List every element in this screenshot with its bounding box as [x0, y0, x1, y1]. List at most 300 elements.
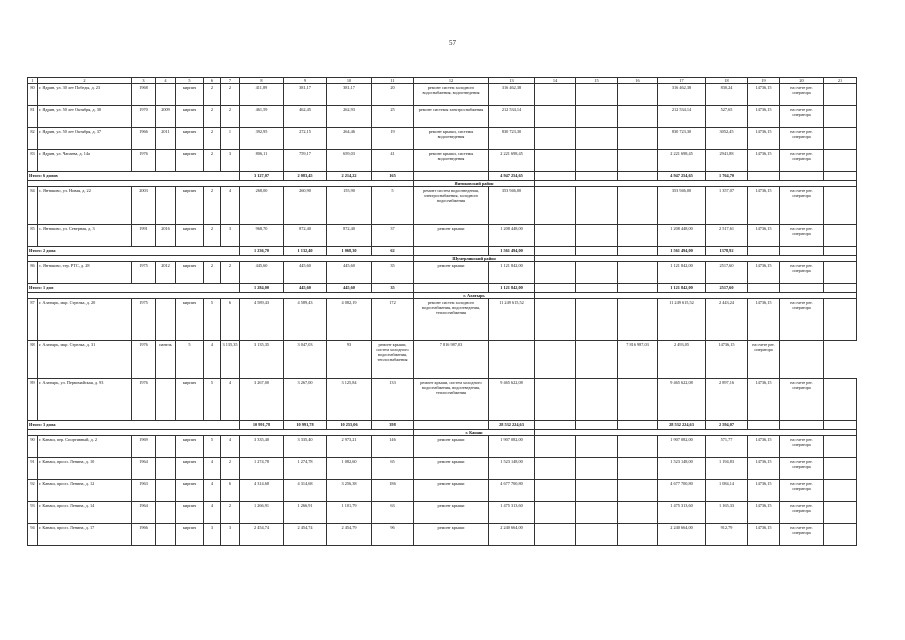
table-cell — [535, 379, 576, 421]
table-cell — [156, 480, 176, 502]
table-cell — [576, 524, 618, 546]
subtotal-cell: 1 121 842,00 — [489, 284, 535, 293]
table-cell: 2009 — [156, 106, 176, 128]
subtotal-cell: 1 284,00 — [240, 284, 284, 293]
table-cell — [824, 187, 857, 225]
table-cell: 3 335,40 — [284, 436, 327, 458]
table-cell: на счете рег. оператора — [780, 106, 824, 128]
subtotal-label: Итого: 2 дома — [28, 247, 240, 256]
table-cell: 2 — [204, 150, 221, 172]
table-cell — [576, 299, 618, 341]
table-cell: 3 135,35 — [221, 341, 240, 379]
table-cell: панель — [156, 341, 176, 379]
table-cell: кирпич — [176, 502, 204, 524]
table-cell: 4 589,43 — [240, 299, 284, 341]
subtotal-cell: 1 121 842,00 — [658, 284, 706, 293]
table-cell: 1991 — [132, 225, 156, 247]
table-cell — [618, 150, 658, 172]
empty-cell — [824, 247, 857, 256]
table-cell: 6 — [221, 299, 240, 341]
table-cell: 3 047,03 — [284, 341, 327, 379]
subtotal-row — [28, 172, 857, 181]
table-cell: 353 946,00 — [658, 187, 706, 225]
table-cell: 9 465 622,08 — [489, 379, 535, 421]
table-cell: 1970 — [132, 106, 156, 128]
table-cell: 264,46 — [327, 128, 372, 150]
table-cell: 3052,45 — [706, 128, 748, 150]
table-cell — [156, 458, 176, 480]
subtotal-cell — [535, 247, 576, 256]
table-cell: 2 454,74 — [284, 524, 327, 546]
table-cell: кирпич — [176, 524, 204, 546]
table-cell: 2 443,24 — [706, 299, 748, 341]
table-cell: 3 — [204, 524, 221, 546]
subtotal-label: Итого: 3 дома — [28, 421, 240, 430]
table-cell — [824, 299, 857, 341]
column-number: 1 — [28, 78, 38, 84]
table-cell: ремонт систем водоотведения, электроснабжения, холодного водоснабжения — [414, 187, 489, 225]
table-cell — [576, 502, 618, 524]
table-cell: с. Янтиково, ул. Северная, д. 3 — [38, 225, 132, 247]
table-cell: ремонт крыши, систем холодного водоснабжения, водоотведения, теплоснабжения — [414, 379, 489, 421]
table-cell: кирпич — [176, 106, 204, 128]
table-cell: 2 454,79 — [327, 524, 372, 546]
table-cell: г. Канаш, просп. Ленина, д. 10 — [38, 458, 132, 480]
table-cell: 1 165,33 — [706, 502, 748, 524]
table-cell: на счете рег. оператора — [748, 341, 780, 379]
table-cell: 14736,15 — [748, 379, 780, 421]
table-cell: 84 — [28, 187, 38, 225]
subtotal-cell: 1 132,40 — [284, 247, 327, 256]
table-cell — [156, 436, 176, 458]
table-cell: на счете рег. оператора — [780, 524, 824, 546]
subtotal-cell: 2 083,45 — [284, 172, 327, 181]
table-cell: 872,40 — [284, 225, 327, 247]
subtotal-cell — [576, 172, 618, 181]
table-cell: 2 897,16 — [706, 379, 748, 421]
table-cell: 2 — [204, 106, 221, 128]
table-cell: 1 266,91 — [240, 502, 284, 524]
table-cell: 11 249 615,52 — [489, 299, 535, 341]
table-cell — [618, 299, 658, 341]
table-cell: 2 — [204, 84, 221, 106]
table-cell: 2 — [204, 225, 221, 247]
subtotal-cell: 10 991,78 — [240, 421, 284, 430]
table-cell: 445,60 — [327, 262, 372, 284]
subtotal-row — [28, 421, 857, 430]
table-cell: 172 — [372, 299, 414, 341]
table-cell — [618, 502, 658, 524]
column-number: 10 — [327, 78, 372, 84]
table-cell: 4 677 700,80 — [658, 480, 706, 502]
table-cell: 1 121 842,00 — [489, 262, 535, 284]
table-cell: 87 — [28, 299, 38, 341]
subtotal-cell — [576, 284, 618, 293]
empty-cell — [780, 172, 824, 181]
table-cell: 20 — [372, 84, 414, 106]
table-cell — [824, 262, 857, 284]
table-cell: на счете рег. оператора — [780, 84, 824, 106]
table-cell: кирпич — [176, 379, 204, 421]
column-number: 19 — [748, 78, 780, 84]
empty-cell — [824, 421, 857, 430]
table-cell: 2 — [221, 262, 240, 284]
table-cell: 4 314,68 — [240, 480, 284, 502]
table-cell: на счете рег. оператора — [780, 187, 824, 225]
table-cell: 63 — [372, 502, 414, 524]
subtotal-cell: 1 561 494,00 — [489, 247, 535, 256]
table-cell — [156, 299, 176, 341]
table-cell: 65 — [372, 458, 414, 480]
table-cell — [824, 225, 857, 247]
column-number: 18 — [706, 78, 748, 84]
table-cell: 527,65 — [706, 106, 748, 128]
table-cell: г. Канаш, просп. Ленина, д. 17 — [38, 524, 132, 546]
table-cell — [618, 458, 658, 480]
table-cell — [824, 84, 857, 106]
table-cell: 81 — [28, 106, 38, 128]
table-cell: 7 816 987,03 — [618, 341, 658, 379]
table-cell — [535, 341, 576, 379]
table-cell: 5 — [176, 341, 204, 379]
table-cell: 381,17 — [284, 84, 327, 106]
subtotal-cell — [618, 247, 658, 256]
table-cell: 85 — [28, 225, 38, 247]
table-cell: 1 082,60 — [327, 458, 372, 480]
table-cell — [156, 379, 176, 421]
table-cell: 3 125,84 — [327, 379, 372, 421]
building-row — [28, 341, 857, 379]
table-cell: 1 274,78 — [240, 458, 284, 480]
table-cell: 41 — [372, 150, 414, 172]
table-cell: 14736,15 — [748, 458, 780, 480]
table-cell — [535, 524, 576, 546]
table-cell: 1 523 148,00 — [489, 458, 535, 480]
building-row — [28, 150, 857, 172]
subtotal-cell: 10 991,78 — [284, 421, 327, 430]
table-cell — [824, 436, 857, 458]
table-cell: 2 — [221, 106, 240, 128]
subtotal-cell: 2 594,07 — [706, 421, 748, 430]
table-cell: 392,95 — [240, 128, 284, 150]
building-row — [28, 299, 857, 341]
table-cell: 212 534,14 — [658, 106, 706, 128]
table-cell: кирпич — [176, 480, 204, 502]
empty-cell — [780, 284, 824, 293]
table-cell: 93 — [327, 341, 372, 379]
column-number: 3 — [132, 78, 156, 84]
table-cell: 2012 — [156, 262, 176, 284]
table-cell: 212 534,14 — [489, 106, 535, 128]
table-cell: 1 208 448,00 — [658, 225, 706, 247]
table-cell: 94 — [28, 524, 38, 546]
subtotal-cell — [414, 247, 489, 256]
table-cell — [576, 150, 618, 172]
table-cell — [576, 128, 618, 150]
table-cell — [576, 106, 618, 128]
table-cell — [780, 341, 824, 379]
table-cell: 2 240 664,00 — [489, 524, 535, 546]
table-cell: 3 256,38 — [327, 480, 372, 502]
table-cell: ремонт крыши — [414, 458, 489, 480]
subtotal-cell — [414, 421, 489, 430]
subtotal-cell: 445,60 — [284, 284, 327, 293]
table-cell: 2 — [221, 458, 240, 480]
table-cell: 2 — [204, 187, 221, 225]
column-number: 12 — [414, 78, 489, 84]
table-cell: 14736,15 — [748, 502, 780, 524]
table-cell: 3 267,00 — [240, 379, 284, 421]
subtotal-cell — [618, 421, 658, 430]
table-cell: 5 — [204, 299, 221, 341]
building-row — [28, 128, 857, 150]
table-cell — [535, 106, 576, 128]
table-cell: 83 — [28, 150, 38, 172]
subtotal-cell: 398 — [372, 421, 414, 430]
table-cell: 3 135,35 — [240, 341, 284, 379]
table-cell: кирпич — [176, 128, 204, 150]
table-cell: с. Янтиково, тер. РТС, д. 28 — [38, 262, 132, 284]
column-number: 4 — [156, 78, 176, 84]
table-cell: г. Ядрин, ул. 50 лет Октября, д. 30 — [38, 106, 132, 128]
table-cell: 759,17 — [284, 150, 327, 172]
building-row — [28, 225, 857, 247]
table-cell: 3 — [221, 524, 240, 546]
table-cell: 262,93 — [327, 106, 372, 128]
table-cell: 11 249 615,52 — [658, 299, 706, 341]
building-row — [28, 502, 857, 524]
subtotal-row — [28, 284, 857, 293]
column-number: 21 — [824, 78, 857, 84]
table-cell: 1 121 842,00 — [658, 262, 706, 284]
table-cell: 14736,15 — [748, 262, 780, 284]
table-cell: 2 973,21 — [327, 436, 372, 458]
subtotal-cell — [535, 284, 576, 293]
table-cell: 659,03 — [327, 150, 372, 172]
column-number: 17 — [658, 78, 706, 84]
table-cell: 968,70 — [240, 225, 284, 247]
table-cell: 90 — [28, 436, 38, 458]
table-cell: 4 — [204, 341, 221, 379]
building-row — [28, 106, 857, 128]
table-cell: 35 — [372, 262, 414, 284]
column-number: 15 — [576, 78, 618, 84]
table-cell: 260,90 — [284, 187, 327, 225]
table-cell: 186 — [372, 480, 414, 502]
table-cell: 14736,15 — [748, 128, 780, 150]
table-cell: 1 194,83 — [706, 458, 748, 480]
column-number: 14 — [535, 78, 576, 84]
table-cell: ремонт крыши, систем холодного водоснабжения, теплоснабжения — [372, 341, 414, 379]
table-cell: ремонт крыши, системы водоотведения — [414, 150, 489, 172]
table-cell — [535, 262, 576, 284]
table-cell: 86 — [28, 262, 38, 284]
table-cell: 2 — [221, 84, 240, 106]
district-heading: г. Канаш — [414, 430, 535, 436]
table-cell: 4 677 700,80 — [489, 480, 535, 502]
subtotal-cell: 4 947 254,65 — [489, 172, 535, 181]
table-cell: 4 — [204, 480, 221, 502]
table-cell: 14736,15 — [706, 341, 748, 379]
subtotal-cell: 28 532 224,63 — [489, 421, 535, 430]
table-cell: 1 084,14 — [706, 480, 748, 502]
table-cell: 445,60 — [240, 262, 284, 284]
table-cell: на счете рег. оператора — [780, 128, 824, 150]
table-cell: ремонт крыши — [414, 262, 489, 284]
table-cell: 82 — [28, 128, 38, 150]
table-cell: 4 314,68 — [284, 480, 327, 502]
table-cell: ремонт крыши — [414, 502, 489, 524]
table-cell: 1 101,79 — [327, 502, 372, 524]
table-cell: 2517,60 — [706, 262, 748, 284]
table-cell: 1976 — [132, 341, 156, 379]
subtotal-cell: 28 532 224,63 — [658, 421, 706, 430]
table-cell — [535, 436, 576, 458]
table-cell — [824, 150, 857, 172]
table-cell: на счете рег. оператора — [780, 299, 824, 341]
table-cell: 4 — [221, 187, 240, 225]
table-cell — [535, 128, 576, 150]
table-cell: 2 240 664,00 — [658, 524, 706, 546]
subtotal-cell — [576, 247, 618, 256]
table-cell: 806,11 — [240, 150, 284, 172]
table-cell: 2 493,05 — [658, 341, 706, 379]
subtotal-cell: 1 236,70 — [240, 247, 284, 256]
table-cell — [156, 84, 176, 106]
subtotal-label: Итого: 1 дом — [28, 284, 240, 293]
table-cell: 25 — [372, 106, 414, 128]
table-cell: 4 589,43 — [284, 299, 327, 341]
table-cell: 2011 — [156, 128, 176, 150]
table-cell: ремонт системы электроснабжения — [414, 106, 489, 128]
table-cell: ремонт крыши, системы водоотведения — [414, 128, 489, 150]
table-cell: г. Алатырь, мкр. Стрелка, д. 20 — [38, 299, 132, 341]
table-cell: 133 — [372, 379, 414, 421]
empty-cell — [780, 421, 824, 430]
table-cell: 80 — [28, 84, 38, 106]
table-cell: 830 723,30 — [489, 128, 535, 150]
table-cell — [535, 225, 576, 247]
table-cell — [824, 502, 857, 524]
table-cell — [824, 480, 857, 502]
table-cell: 1964 — [132, 458, 156, 480]
table-cell: 1 907 082,00 — [658, 436, 706, 458]
empty-cell — [748, 172, 780, 181]
column-number: 20 — [780, 78, 824, 84]
table-cell: ремонт крыши — [414, 436, 489, 458]
table-cell: кирпич — [176, 84, 204, 106]
table-cell: кирпич — [176, 262, 204, 284]
table-cell: 872,40 — [327, 225, 372, 247]
table-cell — [824, 128, 857, 150]
table-cell: 3 — [221, 150, 240, 172]
table-cell: 7 816 987,03 — [414, 341, 489, 379]
table-cell: 1976 — [132, 150, 156, 172]
subtotal-cell — [618, 172, 658, 181]
table-cell — [824, 458, 857, 480]
table-cell: 2941,88 — [706, 150, 748, 172]
subtotal-cell: 3 127,07 — [240, 172, 284, 181]
table-cell: 14736,15 — [748, 187, 780, 225]
subtotal-cell — [576, 421, 618, 430]
subtotal-cell: 2 214,22 — [327, 172, 372, 181]
building-row — [28, 458, 857, 480]
subtotal-cell: 1378,92 — [706, 247, 748, 256]
subtotal-cell: 1 068,30 — [327, 247, 372, 256]
building-row — [28, 187, 857, 225]
table-cell — [618, 379, 658, 421]
table-cell: 6 — [221, 480, 240, 502]
table-cell: 155,90 — [327, 187, 372, 225]
table-cell: 37 — [372, 225, 414, 247]
table-cell: 1 — [221, 128, 240, 150]
table-cell: на счете рег. оператора — [780, 502, 824, 524]
table-cell: кирпич — [176, 436, 204, 458]
table-cell: 268,00 — [240, 187, 284, 225]
table-cell — [618, 106, 658, 128]
table-cell: г. Канаш, просп. Ленина, д. 12 — [38, 480, 132, 502]
table-cell: 2 221 698,45 — [489, 150, 535, 172]
column-number: 13 — [489, 78, 535, 84]
table-cell: 2 — [221, 502, 240, 524]
table-cell: 3 335,40 — [240, 436, 284, 458]
subtotal-cell: 1 764,70 — [706, 172, 748, 181]
table-cell: 1 266,91 — [284, 502, 327, 524]
table-cell: 2 517,61 — [706, 225, 748, 247]
column-number: 11 — [372, 78, 414, 84]
table-cell: 1976 — [132, 379, 156, 421]
table-cell: 9 465 622,08 — [658, 379, 706, 421]
table-cell: 14736,15 — [748, 150, 780, 172]
table-cell: 14736,15 — [748, 225, 780, 247]
table-cell: 5 — [204, 436, 221, 458]
table-cell — [576, 458, 618, 480]
subtotal-row — [28, 247, 857, 256]
building-row — [28, 379, 857, 421]
table-cell: 1 523 148,00 — [658, 458, 706, 480]
subtotal-cell: 62 — [372, 247, 414, 256]
table-cell: 1975 — [132, 299, 156, 341]
table-cell: ремонт крыши — [414, 524, 489, 546]
table-cell: 2 221 698,45 — [658, 150, 706, 172]
table-cell: ремонт систем холодного водоснабжения, водоотведения — [414, 84, 489, 106]
table-cell — [618, 480, 658, 502]
table-cell — [535, 480, 576, 502]
table-cell: 1 357,07 — [706, 187, 748, 225]
table-cell — [535, 84, 576, 106]
table-cell: 3 267,00 — [284, 379, 327, 421]
column-number: 2 — [38, 78, 132, 84]
column-number: 8 — [240, 78, 284, 84]
table-cell: с. Янтиково, ул. Новая, д. 22 — [38, 187, 132, 225]
column-number: 16 — [618, 78, 658, 84]
table-cell: 91 — [28, 458, 38, 480]
page-number: 57 — [449, 39, 456, 47]
table-cell — [535, 150, 576, 172]
table-cell: 4 082,19 — [327, 299, 372, 341]
subtotal-cell: 445,60 — [327, 284, 372, 293]
table-cell: 461,59 — [240, 106, 284, 128]
table-cell — [156, 187, 176, 225]
table-cell: г. Канаш, пер. Спортивный, д. 2 — [38, 436, 132, 458]
table-cell: 316 462,38 — [658, 84, 706, 106]
table-cell — [824, 524, 857, 546]
table-cell — [576, 480, 618, 502]
table-cell: 96 — [372, 524, 414, 546]
table-cell — [535, 502, 576, 524]
table-cell: 2003 — [132, 187, 156, 225]
table-cell — [576, 436, 618, 458]
